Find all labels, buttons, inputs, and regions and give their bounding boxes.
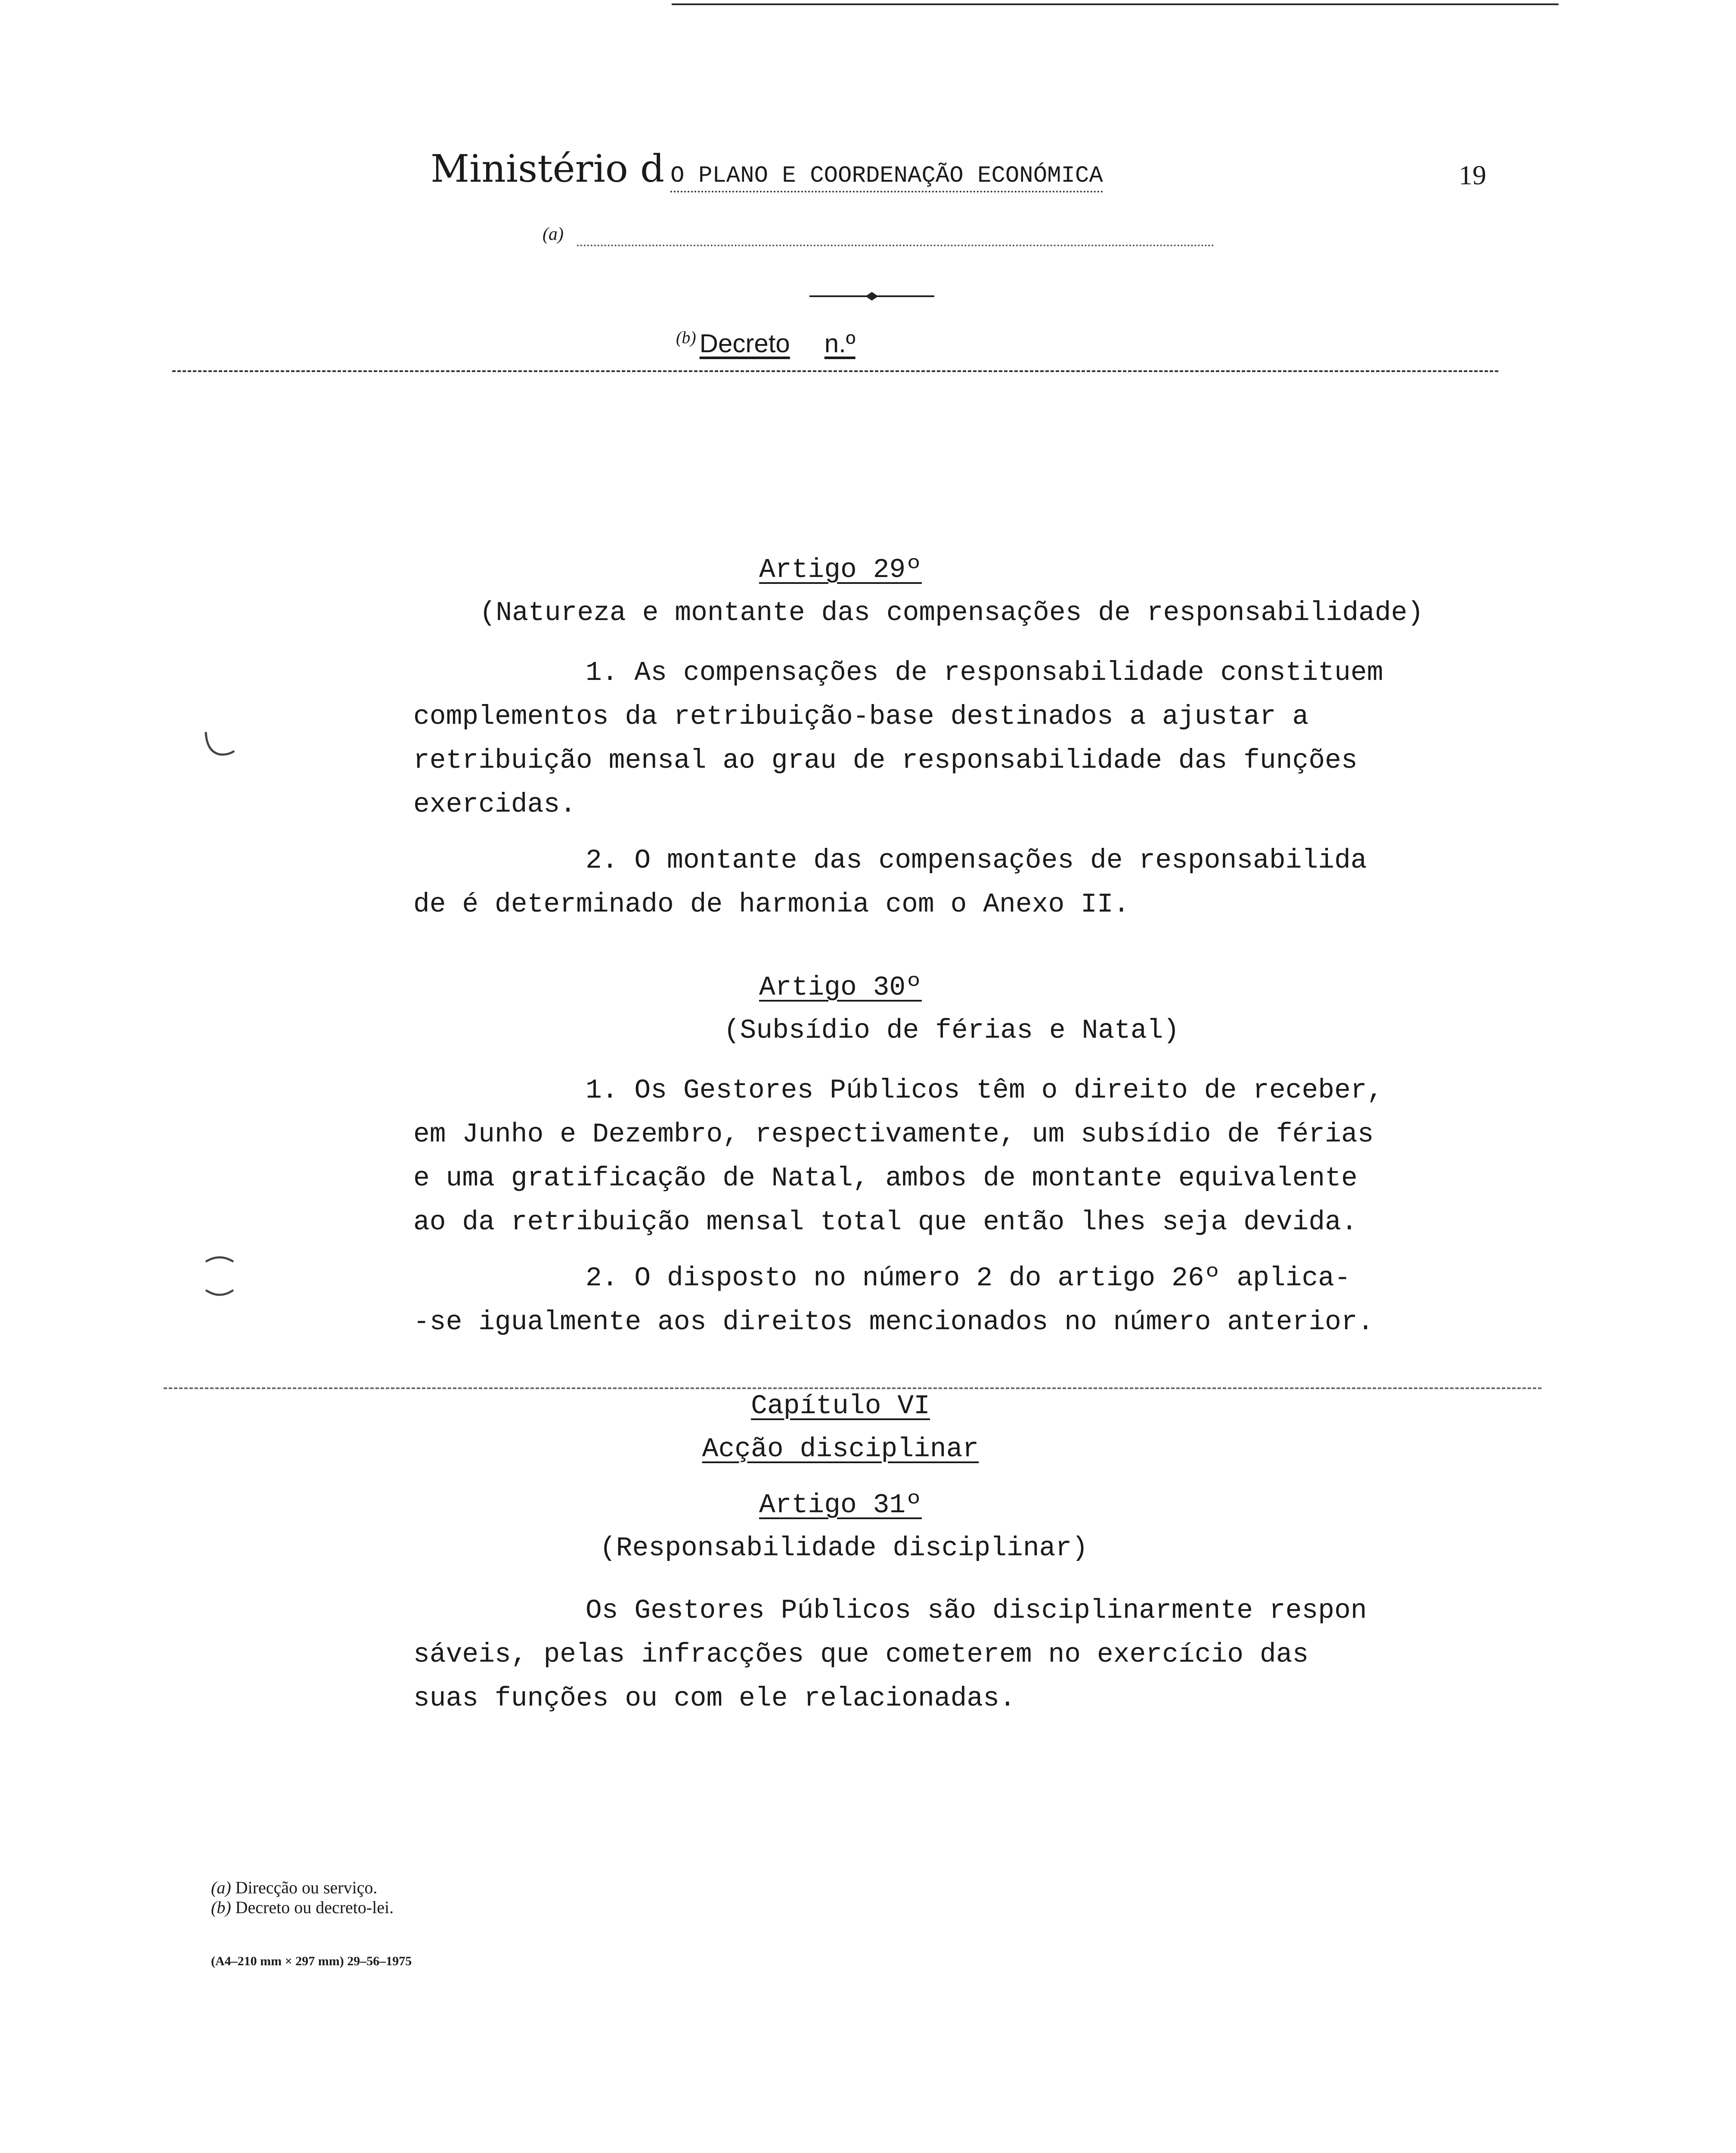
ministry-name: O PLANO E COORDENAÇÃO ECONÓMICA (670, 163, 1103, 192)
ministry-header (431, 146, 1292, 202)
footnote-b-text: Decreto ou decreto-lei. (235, 1898, 394, 1917)
footnote-a (211, 1877, 377, 1898)
text-line: exercidas. (413, 789, 577, 820)
ministry-title: Ministério d (431, 146, 665, 191)
article-30-title: Artigo 30º (759, 972, 922, 1003)
article-31-title: Artigo 31º (759, 1490, 922, 1520)
decree-dashed-rule (172, 370, 1498, 374)
decree-line (667, 327, 864, 370)
decree-marker: (b) (676, 328, 696, 347)
article-31-subtitle: (Responsabilidade disciplinar) (599, 1533, 1088, 1564)
decree-number: n.º (824, 329, 856, 358)
article-30-paragraph-2 (413, 1256, 1490, 1344)
article-31-paragraph (413, 1589, 1490, 1721)
ornament-divider-icon (809, 291, 934, 301)
text-line: e uma gratificação de Natal, ambos de montante equivalente (413, 1163, 1358, 1194)
top-edge-line (672, 3, 1559, 5)
service-line (542, 224, 1214, 254)
form-format-code: (A4–210 mm × 297 mm) 29–56–1975 (211, 1954, 412, 1968)
article-29-paragraph-1 (413, 651, 1490, 827)
chapter-title: Capítulo VI (711, 1391, 970, 1421)
dotted-fill-line (577, 245, 1214, 246)
text-line: -se igualmente aos direitos mencionados no número anterior. (413, 1307, 1374, 1337)
footnote-b-marker: (b) (211, 1898, 231, 1917)
section-separator (164, 1387, 1541, 1389)
article-30-subtitle: (Subsídio de férias e Natal) (723, 1015, 1180, 1046)
text-line: sáveis, pelas infracções que cometerem no exercício das (413, 1639, 1309, 1670)
footnote-a-marker: (a) (211, 1878, 231, 1897)
binder-hole-mark-icon (202, 728, 237, 762)
page-number: 19 (1459, 160, 1486, 190)
text-line: em Junho e Dezembro, respectivamente, um subsídio de férias (413, 1119, 1374, 1150)
decree-word: Decreto (699, 329, 790, 358)
text-line: de é determinado de harmonia com o Anexo II. (413, 889, 1130, 920)
article-29-title: Artigo 29º (759, 555, 922, 585)
article-30-paragraph-1 (413, 1069, 1490, 1244)
text-line: 2. O disposto no número 2 do artigo 26º aplica- (586, 1263, 1351, 1294)
chapter-subtitle: Acção disciplinar (702, 1434, 979, 1464)
text-line: retribuição mensal ao grau de responsabilidade das funções (413, 745, 1358, 776)
footnote-a-text: Direcção ou serviço. (235, 1878, 378, 1897)
article-29-subtitle: (Natureza e montante das compensações de responsabilidade) (479, 598, 1424, 628)
footnote-b (211, 1897, 394, 1917)
text-line: suas funções ou com ele relacionadas. (413, 1683, 1016, 1714)
article-29-paragraph-2 (413, 839, 1490, 927)
text-line: 1. Os Gestores Públicos têm o direito de receber, (586, 1075, 1383, 1106)
service-line-marker: (a) (542, 224, 564, 244)
text-line: ao da retribuição mensal total que então lhes seja devida. (413, 1207, 1358, 1238)
binder-hole-mark-icon (202, 1249, 237, 1305)
text-line: Os Gestores Públicos são disciplinarmente respon (586, 1595, 1367, 1626)
text-line: 1. As compensações de responsabilidade constituem (586, 658, 1383, 688)
text-line: 2. O montante das compensações de responsabilida (586, 845, 1367, 876)
text-line: complementos da retribuição-base destinados a ajustar a (413, 701, 1309, 732)
